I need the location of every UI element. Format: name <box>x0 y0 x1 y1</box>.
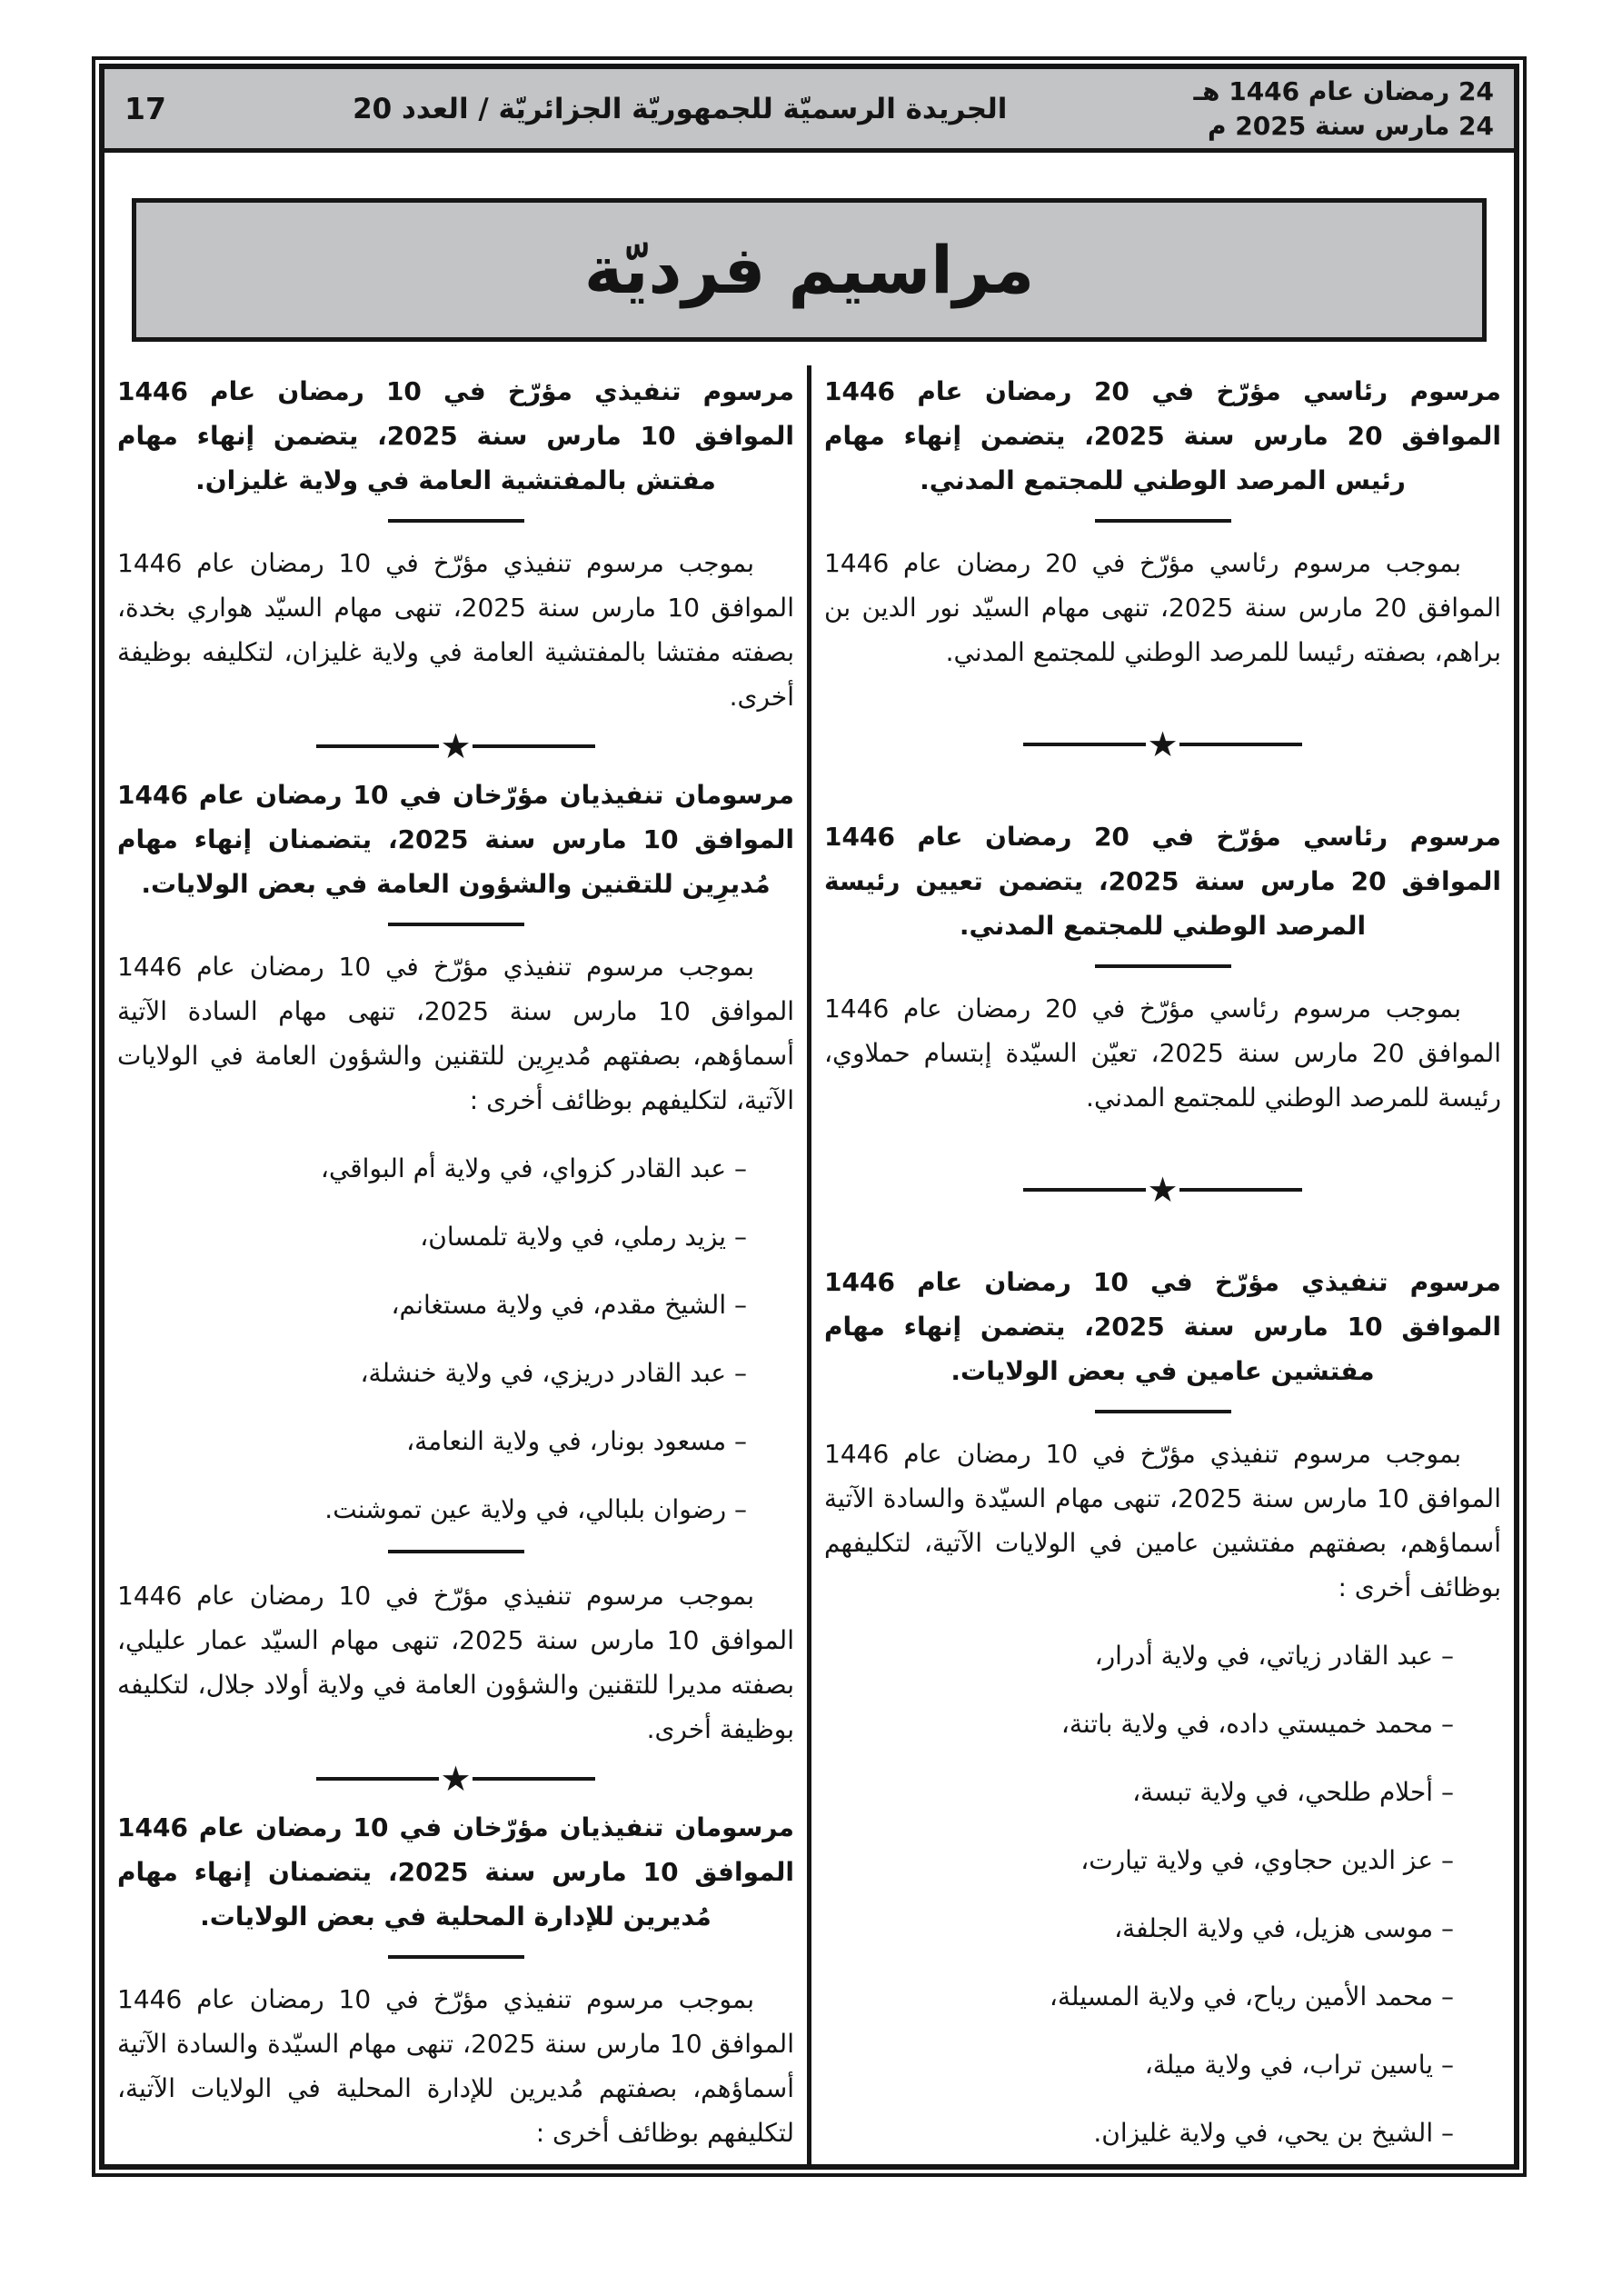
masthead-dates <box>1193 75 1494 144</box>
star-icon: ★ <box>440 1758 472 1799</box>
list-item: – ياسين تراب، في ولاية ميلة، <box>1144 2050 1454 2080</box>
section-banner <box>132 198 1487 342</box>
list-item: – موسى هزيل، في ولاية الجلفة، <box>1114 1913 1454 1943</box>
list-item: – عبد القادر كزواي، في ولاية أم البواقي، <box>320 1153 747 1183</box>
list-item: – عبد القادر زياتي، في ولاية أدرار، <box>1094 1641 1454 1671</box>
hijri-date: 24 رمضان عام 1446 هـ <box>1193 75 1494 106</box>
decree-body: بموجب مرسوم رئاسي مؤرّخ في 20 رمضان عام 1446 الموافق 20 مارس سنة 2025، تعيّن السيّدة إبتسام حملاوي، رئيسة للمرصد الوطني للمجتمع المدني. <box>824 993 1502 1113</box>
decree-section <box>824 369 1501 674</box>
decree-section <box>117 1805 794 2155</box>
name-list <box>824 1633 1501 2155</box>
separator-line <box>388 923 524 926</box>
separator-bar <box>1179 1188 1302 1192</box>
decree-body: بموجب مرسوم تنفيذي مؤرّخ في 10 رمضان عام 1446 الموافق 10 مارس سنة 2025، تنهى مهام السيّدة والسادة الآتية أسماؤهم، بصفتهم مفتشين عامين في الولايات الآتية، لتكليفهم بوظائف أخرى : <box>824 1439 1501 1602</box>
separator-line <box>1095 519 1231 523</box>
decree-section <box>117 369 794 719</box>
decree-title: مرسومان تنفيذيان مؤرّخان في 10 رمضان عام 1446 الموافق 10 مارس سنة 2025، يتضمنان إنهاء مهام مُديرين للإدارة المحلية في بعض الولايات. <box>117 1812 795 1932</box>
separator-bar <box>473 1777 595 1781</box>
decree-body: بموجب مرسوم رئاسي مؤرّخ في 20 رمضان عام 1446 الموافق 20 مارس سنة 2025، تنهى مهام السيّد نور الدين بن براهم، بصفته رئيسا للمرصد الوطني للمجتمع المدني. <box>824 548 1501 667</box>
star-separator <box>117 725 794 766</box>
list-item: – يزيد رملي، في ولاية تلمسان، <box>420 1222 747 1252</box>
decree-title: مرسوم تنفيذي مؤرّخ في 10 رمضان عام 1446 الموافق 10 مارس سنة 2025، يتضمن إنهاء مهام مفتش بالمفتشية العامة في ولاية غليزان. <box>117 376 795 495</box>
list-item: – عبد القادر دريزي، في ولاية خنشلة، <box>360 1358 747 1388</box>
decree-title: مرسوم رئاسي مؤرّخ في 20 رمضان عام 1446 الموافق 20 مارس سنة 2025، يتضمن إنهاء مهام رئيس المرصد الوطني للمجتمع المدني. <box>824 376 1502 495</box>
star-icon: ★ <box>1147 724 1179 764</box>
list-item: – الشيخ بن يحي، في ولاية غليزان. <box>1093 2118 1454 2148</box>
star-separator <box>824 1170 1501 1210</box>
decree-section <box>824 1260 1501 2155</box>
list-item: – مسعود بونار، في ولاية النعامة، <box>406 1426 747 1456</box>
separator-line <box>1095 964 1231 968</box>
separator-line <box>388 1955 524 1959</box>
column-divider <box>807 365 811 2164</box>
separator-line <box>1095 1410 1231 1413</box>
page-frame-inner <box>99 64 1519 2170</box>
list-item: – الشيخ مقدم، في ولاية مستغانم، <box>391 1290 747 1320</box>
separator-line <box>388 519 524 523</box>
masthead <box>104 69 1514 153</box>
decree-title: مرسوم رئاسي مؤرّخ في 20 رمضان عام 1446 الموافق 20 مارس سنة 2025، يتضمن تعيين رئيسة المرصد الوطني للمجتمع المدني. <box>824 822 1502 941</box>
columns <box>104 365 1514 2164</box>
list-item: – أحلام طلحي، في ولاية تبسة، <box>1132 1777 1454 1807</box>
page-number: 17 <box>124 91 166 126</box>
page-frame <box>92 56 1527 2177</box>
decree-body: بموجب مرسوم تنفيذي مؤرّخ في 10 رمضان عام 1446 الموافق 10 مارس سنة 2025، تنهى مهام السادة الآتية أسماؤهم، بصفتهم مُديرِين للتقنين والشؤون العامة في الولايات الآتية، لتكليفهم بوظائف أخرى : <box>117 952 795 1115</box>
list-item: – محمد الأمين رياح، في ولاية المسيلة، <box>1049 1982 1454 2011</box>
gregorian-date: 24 مارس سنة 2025 م <box>1208 110 1494 141</box>
decree-title: مرسومان تنفيذيان مؤرّخان في 10 رمضان عام 1446 الموافق 10 مارس سنة 2025، يتضمنان إنهاء مهام مُديرِين للتقنين والشؤون العامة في بعض الولايات. <box>117 780 795 899</box>
separator-bar <box>1023 1188 1146 1192</box>
section-banner-title: مراسيم فرديّة <box>583 232 1035 308</box>
separator-line <box>388 1550 524 1553</box>
list-item: – رضوان بلبالي، في ولاية عين تموشنت. <box>324 1494 747 1524</box>
list-item: – محمد خميستي داده، في ولاية باتنة، <box>1060 1709 1454 1739</box>
journal-title: الجريدة الرسميّة للجمهوريّة الجزائريّة / العدد 20 <box>353 92 1008 125</box>
column-left <box>104 365 807 2164</box>
separator-bar <box>473 744 595 748</box>
decree-section <box>117 773 794 1752</box>
decree-body: بموجب مرسوم تنفيذي مؤرّخ في 10 رمضان عام 1446 الموافق 10 مارس سنة 2025، تنهى مهام السيّد عمار عليلي، بصفته مديرا للتقنين والشؤون العامة في ولاية أولاد جلال، لتكليفه بوظيفة أخرى. <box>117 1581 794 1744</box>
star-separator <box>117 1758 794 1799</box>
column-right <box>811 365 1514 2164</box>
decree-section <box>824 814 1501 1120</box>
decree-body: بموجب مرسوم تنفيذي مؤرّخ في 10 رمضان عام 1446 الموافق 10 مارس سنة 2025، تنهى مهام السيّدة والسادة الآتية أسماؤهم، بصفتهم مُديرين للإدارة المحلية في الولايات الآتية، لتكليفهم بوظائف أخرى : <box>117 1984 794 2148</box>
decree-title: مرسوم تنفيذي مؤرّخ في 10 رمضان عام 1446 الموافق 10 مارس سنة 2025، يتضمن إنهاء مهام مفتشين عامين في بعض الولايات. <box>824 1267 1502 1386</box>
star-icon: ★ <box>1147 1170 1179 1210</box>
separator-bar <box>1179 743 1302 746</box>
decree-body: بموجب مرسوم تنفيذي مؤرّخ في 10 رمضان عام 1446 الموافق 10 مارس سنة 2025، تنهى مهام السيّد هواري بخدة، بصفته مفتشا بالمفتشية العامة في ولاية غليزان، لتكليفه بوظيفة أخرى. <box>117 548 794 712</box>
separator-bar <box>316 744 439 748</box>
separator-bar <box>1023 743 1146 746</box>
name-list <box>117 1146 794 1532</box>
list-item: – عز الدين حجاوي، في ولاية تيارت، <box>1080 1845 1454 1875</box>
star-separator <box>824 724 1501 764</box>
separator-bar <box>316 1777 439 1781</box>
star-icon: ★ <box>440 725 472 766</box>
